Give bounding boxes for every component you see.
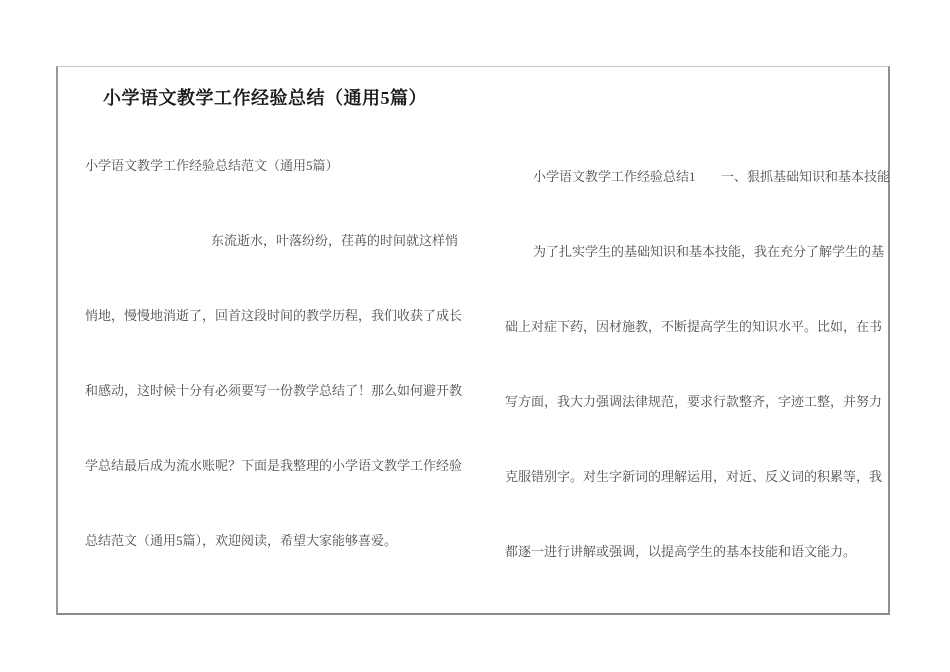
left-text-column — [85, 128, 463, 578]
text-line: 悄地，慢慢地消逝了，回首这段时间的教学历程，我们收获了成长 — [85, 308, 463, 323]
text-line: 都逐一进行讲解或强调，以提高学生的基本技能和语文能力。 — [505, 544, 857, 559]
text-line: 写方面，我大力强调法律规范，要求行款整齐，字迹工整，并努力 — [505, 394, 883, 409]
right-text-column — [505, 139, 890, 589]
page-title: 小学语文教学工作经验总结（通用5篇） — [103, 88, 427, 108]
section-heading-title: 一、狠抓基础知识和基本技能 — [720, 169, 890, 184]
text-line: 小学语文教学工作经验总结范文（通用5篇） — [85, 158, 339, 173]
text-line: 学总结最后成为流水账呢？下面是我整理的小学语文教学工作经验 — [85, 458, 463, 473]
text-line: 总结范文（通用5篇），欢迎阅读，希望大家能够喜爱。 — [85, 533, 398, 548]
text-line: 和感动，这时候十分有必须要写一份教学总结了！那么如何避开教 — [85, 383, 463, 398]
section-heading-number: 小学语文教学工作经验总结1 — [533, 169, 696, 184]
text-line: 础上对症下药，因材施教，不断提高学生的知识水平。比如，在书 — [505, 319, 883, 334]
text-line — [505, 139, 890, 214]
text-line: 为了扎实学生的基础知识和基本技能，我在充分了解学生的基 — [533, 244, 885, 259]
text-line: 东流逝水，叶落纷纷，荏苒的时间就这样悄 — [211, 233, 459, 248]
text-line: 克服错别字。对生字新词的理解运用，对近、反义词的积累等，我 — [505, 469, 883, 484]
